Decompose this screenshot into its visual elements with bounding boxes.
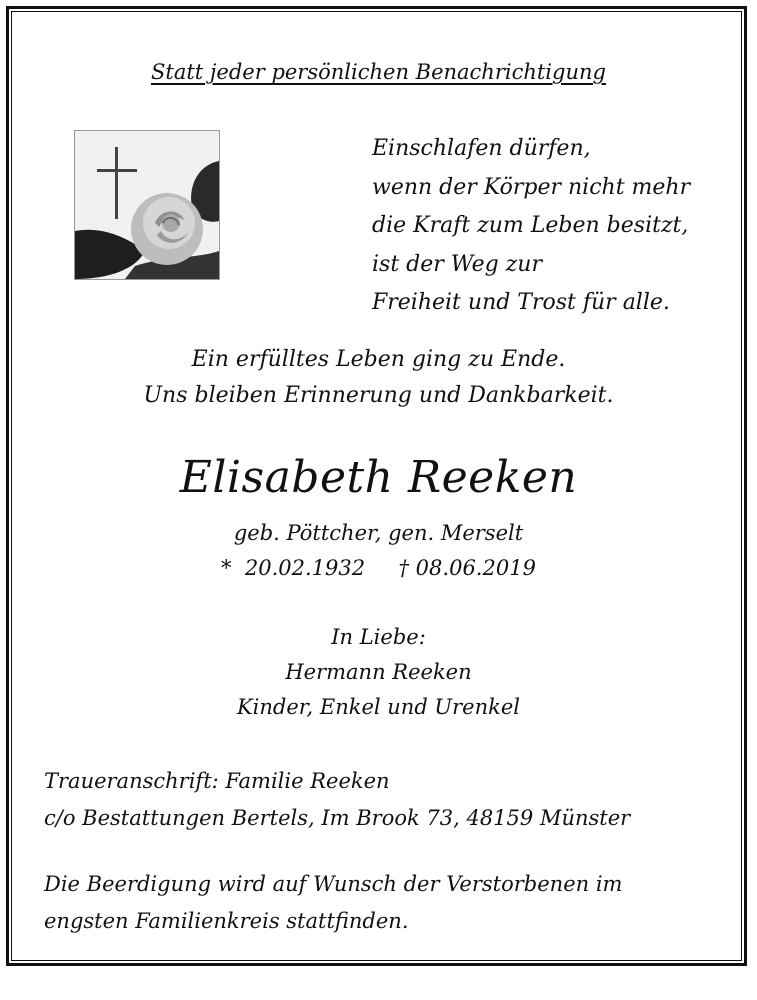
- poem-line: Freiheit und Trost für alle.: [372, 290, 670, 315]
- closing-line: Uns bleiben Erinnerung und Dankbarkeit.: [143, 383, 614, 408]
- poem-line: ist der Weg zur: [372, 251, 542, 277]
- funeral-notice: [44, 866, 724, 940]
- mourning-address: [44, 763, 724, 837]
- mourners-line: In Liebe:: [331, 625, 426, 649]
- notice-line: Die Beerdigung wird auf Wunsch der Verstorbenen im: [44, 872, 623, 896]
- closing-line: Ein erfülltes Leben ging zu Ende.: [191, 347, 566, 372]
- life-dates: * 20.02.1932 † 08.06.2019: [221, 556, 536, 580]
- cross-rose-icon: [75, 131, 219, 279]
- poem-line: wenn der Körper nicht mehr: [372, 174, 691, 200]
- mourners: [0, 620, 757, 725]
- mourners-line: Hermann Reeken: [285, 660, 472, 684]
- poem-line: die Kraft zum Leben besitzt,: [372, 213, 689, 238]
- address-line: Traueranschrift: Familie Reeken: [44, 769, 390, 793]
- header-text: Statt jeder persönlichen Benachrichtigung: [151, 60, 606, 84]
- poem: [372, 130, 742, 323]
- deceased-name: Elisabeth Reeken: [179, 452, 578, 503]
- poem-line: Einschlafen dürfen,: [372, 136, 591, 161]
- address-line: c/o Bestattungen Bertels, Im Brook 73, 48159 Münster: [44, 806, 631, 830]
- mourners-line: Kinder, Enkel und Urenkel: [236, 695, 520, 719]
- cross-and-rose-image: [74, 130, 220, 280]
- header-notice: [0, 60, 757, 84]
- closing-text: [0, 342, 757, 414]
- notice-line: engsten Familienkreis stattfinden.: [44, 909, 409, 933]
- birth-names: geb. Pöttcher, gen. Merselt: [233, 521, 524, 545]
